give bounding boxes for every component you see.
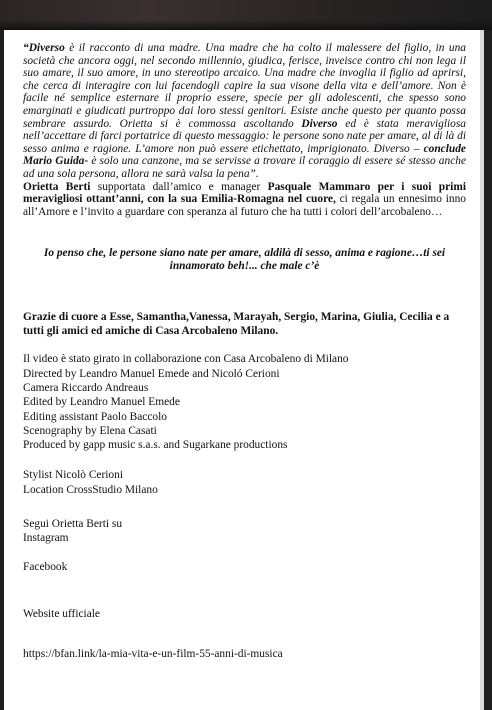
facebook-link[interactable]: Facebook (23, 560, 68, 573)
follow-label: Segui Orietta Berti su (23, 517, 123, 530)
bfan-url-link[interactable]: https://bfan.link/la-mia-vita-e-un-film-55-anni-di-musica (23, 648, 283, 661)
social-links (23, 517, 466, 661)
page-scrollbar[interactable] (488, 30, 492, 710)
credit-line: Directed by Leandro Manuel Emede and Nicoló Cerioni (23, 367, 280, 380)
document-page (4, 30, 484, 710)
orietta-berti-name: Orietta Berti (23, 180, 91, 193)
credits-block (23, 352, 466, 452)
intro-text-1: è il racconto di una madre. Una madre che ha colto il malessere del figlio, in una società che ancora oggi, nel secondo millennio, giudica, ferisce, inveisce contro chi non lega il suo amare, il suo amore, in uno stereotipo arcaico. Una madre che invoglia il figlio ad aprirsi, che cerca di interagire con lui facendogli capire la sua visone della vita e dell’amore. Non è facile né semplice esternare il proprio essere, specie per gli adolescenti, che spesso sono emarginati e giudicati purtroppo dai loro stessi genitori. Esiste anche questo per quanto possa sembrare assurdo. Orietta si è commossa ascoltando (23, 42, 466, 130)
mario-guida-attribution: conclude Mario Guida- (23, 142, 466, 168)
intro-text-3: è solo una canzone, ma se servisse a trovare il coraggio di essere sé stesso anche ad una sola persona, allora ne sarà valsa la pena”. (23, 155, 467, 180)
thanks-paragraph: Grazie di cuore a Esse, Samantha,Vanessa, Marayah, Sergio, Marina, Giulia, Cecilia e a tutti gli amici ed amiche di Casa Arcobaleno Milano. (23, 311, 450, 338)
strip-fade (0, 20, 492, 30)
diverso-title-2: Diverso (301, 117, 338, 130)
credit-line: Il video è stato girato in collaborazione con Casa Arcobaleno di Milano (23, 353, 349, 366)
manager-highlight: Pasquale Mammaro per i suoi primi meravigliosi ottant’anni, con la sua Emilia-Romagna nel cuore, (23, 180, 466, 206)
credit-line: Produced by gapp music s.a.s. and Sugarkane productions (23, 439, 288, 452)
credit-line: Location CrossStudio Milano (23, 483, 158, 496)
instagram-link[interactable]: Instagram (23, 532, 69, 545)
styling-credits (23, 468, 466, 497)
support-text-2: ci regala un ennesimo inno all’Amore e l’invito a guardare con speranza al futuro che ha tutti i colori dell’arcobaleno… (23, 193, 466, 218)
credit-line: Edited by Leandro Manuel Emede (23, 396, 180, 409)
pull-quote: Io penso che, le persone siano nate per amare, aldilà di sesso, anima e ragione…ti sei innamorato beh!... che male c’è (43, 247, 446, 273)
credit-line: Scenography by Elena Casati (23, 424, 157, 437)
intro-paragraph (23, 42, 466, 181)
diverso-title: “Diverso (23, 42, 65, 54)
credit-line: Camera Riccardo Andreaus (23, 381, 149, 394)
credit-line: Stylist Nicolò Cerioni (23, 469, 123, 482)
support-text-1: supportata dall’amico e manager (90, 180, 268, 193)
intro-text-2: ed è stata meravigliosa nell’accettare di farci portatrice di questo messaggio: le persone sono nate per amare, al di là di sesso anima e ragione. L’amore non può essere etichettato, imprigionato. Diverso – (23, 117, 466, 155)
video-thumbnail-strip (0, 0, 492, 30)
website-link[interactable]: Website ufficiale (23, 607, 100, 620)
support-paragraph (23, 181, 466, 219)
credit-line: Editing assistant Paolo Baccolo (23, 410, 167, 423)
